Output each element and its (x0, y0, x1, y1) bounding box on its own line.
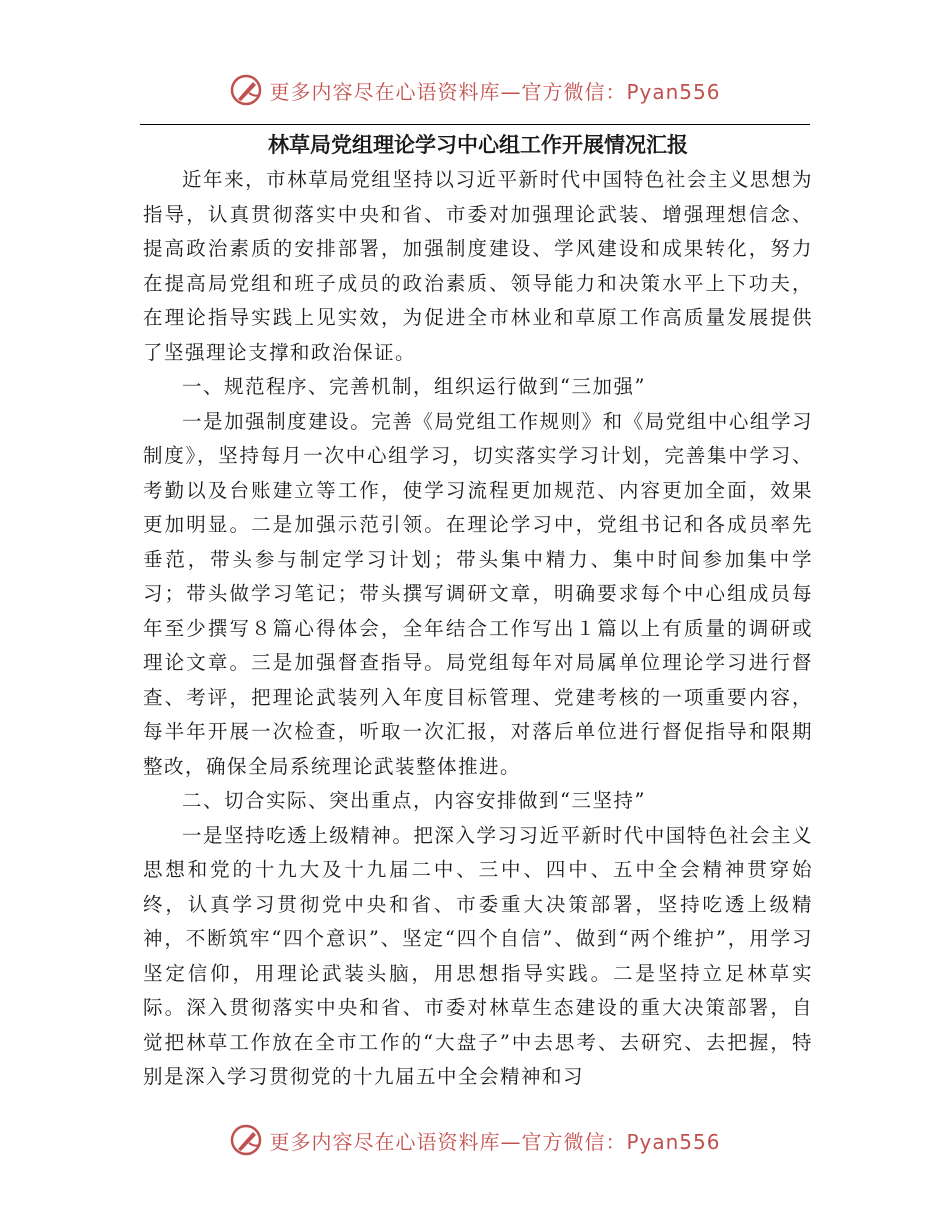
document-body (143, 163, 813, 1095)
document-page (143, 127, 813, 1095)
paragraph-section-1: 一是加强制度建设。完善《局党组工作规则》和《局党组中心组学习制度》，坚持每月一次中心组学习，切实落实学习计划，完善集中学习、考勤以及台账建立等工作，使学习流程更加规范、内容更加全面，效果更加明显。二是加强示范引领。在理论学习中，党组书记和各成员率先垂范，带头参与制定学习计划；带头集中精力、集中时间参加集中学习；带头做学习笔记；带头撰写调研文章，明确要求每个中心组成员每年至少撰写８篇心得体会，全年结合工作写出１篇以上有质量的调研或理论文章。三是加强督查指导。局党组每年对局属单位理论学习进行督查、考评，把理论武装列入年度目标管理、党建考核的一项重要内容，每半年开展一次检查，听取一次汇报，对落后单位进行督促指导和限期整改，确保全局系统理论武装整体推进。 (143, 409, 813, 778)
pen-logo-icon (229, 1123, 263, 1157)
header-rule (140, 124, 810, 125)
paragraph-section-2: 一是坚持吃透上级精神。把深入学习习近平新时代中国特色社会主义思想和党的十九大及十九届二中、三中、四中、五中全会精神贯穿始终，认真学习贯彻党中央和省、市委重大决策部署，坚持吃透上级精神，不断筑牢“四个意识”、坚定“四个自信”、做到“两个维护”，用学习坚定信仰，用理论武装头脑，用思想指导实践。二是坚持立足林草实际。深入贯彻落实中央和省、市委对林草生态建设的重大决策部署，自觉把林草工作放在全市工作的“大盘子”中去思考、去研究、去把握，特别是深入学习贯彻党的十九届五中全会精神和习 (143, 823, 813, 1088)
footer-banner (0, 1120, 950, 1160)
pen-logo-icon (229, 73, 263, 107)
section-heading-1: 一、规范程序、完善机制，组织运行做到“三加强” (182, 375, 646, 398)
paragraph-intro: 近年来，市林草局党组坚持以习近平新时代中国特色社会主义思想为指导，认真贯彻落实中央和省、市委对加强理论武装、增强理想信念、提高政治素质的安排部署，加强制度建设、学风建设和成果转化，努力在提高局党组和班子成员的政治素质、领导能力和决策水平上下功夫，在理论指导实践上见实效，为促进全市林业和草原工作高质量发展提供了坚强理论支撑和政治保证。 (143, 168, 813, 364)
header-banner (0, 70, 950, 110)
document-title: 林草局党组理论学习中心组工作开展情况汇报 (268, 133, 688, 157)
footer-banner-text: 更多内容尽在心语资料库—官方微信：Pyan556 (269, 1129, 721, 1154)
header-banner-text: 更多内容尽在心语资料库—官方微信：Pyan556 (269, 79, 721, 104)
section-heading-2: 二、切合实际、突出重点，内容安排做到“三坚持” (182, 789, 646, 812)
